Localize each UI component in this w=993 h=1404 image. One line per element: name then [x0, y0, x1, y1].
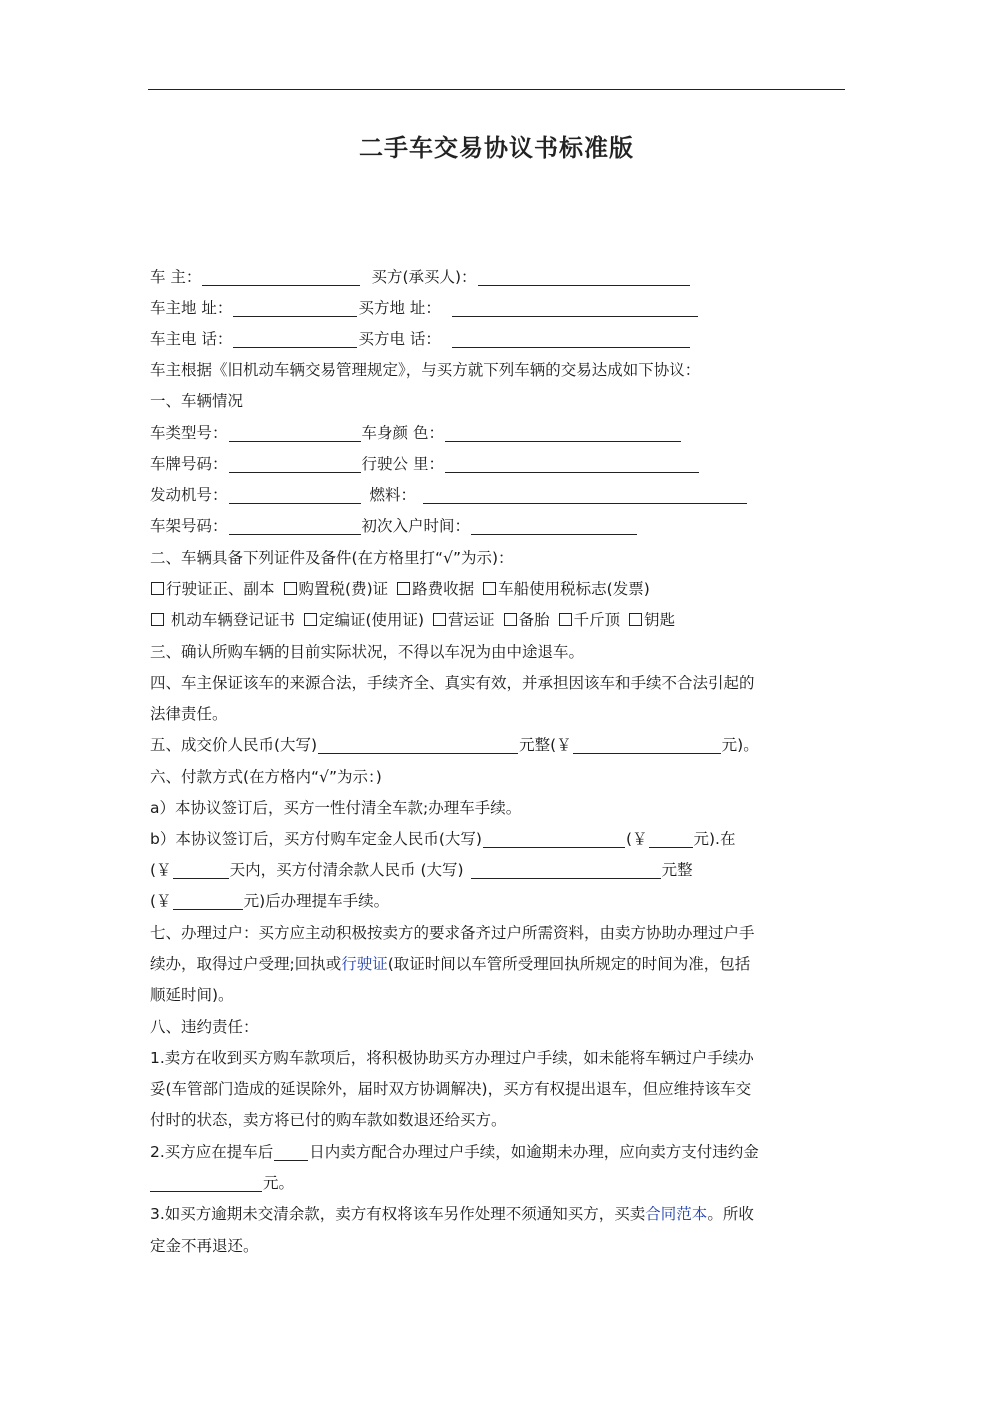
section6-heading: 六、付款方式(在方格内“√”为示：) — [150, 768, 382, 786]
breach-item1-line3: 付时的状态，卖方将已付的购车款如数退还给买方。 — [150, 1111, 507, 1129]
document-title: 二手车交易协议书标准版 — [359, 134, 634, 162]
option-spare-tire: 备胎 — [518, 611, 550, 629]
payment-option-b — [150, 824, 735, 855]
option-capacity-cert: 定编证(使用证) — [318, 611, 425, 629]
owner-phone-blank[interactable] — [233, 330, 357, 348]
owner-address-label: 车主地 址： — [150, 299, 233, 317]
balance-mid: 天内，买方付清余款人民币 (大写) — [229, 861, 464, 879]
section7-line3: 顺延时间)。 — [150, 986, 234, 1004]
price-prefix: 五、成交价人民币(大写) — [150, 736, 318, 754]
buyer-address-blank[interactable] — [452, 299, 698, 317]
payment-balance-row — [150, 855, 693, 886]
engine-fuel-row — [150, 480, 748, 511]
model-color-row — [150, 418, 682, 449]
section7-line2 — [150, 949, 750, 980]
owner-buyer-row — [150, 262, 691, 293]
balance-suffix: 元整 — [661, 861, 693, 879]
owner-label: 车 主： — [150, 268, 202, 286]
section1-heading: 一、车辆情况 — [150, 392, 244, 410]
pickup-prefix: (￥ — [150, 892, 172, 910]
vin-firstreg-row — [150, 511, 638, 542]
item3-prefix: 3.如买方逾期未交清余款，卖方有权将该车另作处理不须通知买方，买卖 — [150, 1205, 646, 1223]
breach-item2-line2 — [150, 1168, 294, 1199]
option-registration-cert: 机动车辆登记证书 — [166, 611, 295, 629]
item2-prefix: 2.买方应在提车后 — [150, 1143, 274, 1161]
deposit-mid: (￥ — [625, 830, 648, 848]
buyer-blank[interactable] — [478, 268, 690, 286]
color-blank[interactable] — [445, 424, 681, 442]
option-toll-receipt: 路费收据 — [412, 580, 475, 598]
pickup-suffix: 元)后办理提车手续。 — [243, 892, 390, 910]
owner-blank[interactable] — [202, 268, 360, 286]
checkbox-capacity-cert[interactable] — [304, 613, 317, 626]
phone-row — [150, 324, 691, 355]
penalty-blank[interactable] — [150, 1174, 262, 1192]
model-label: 车类型号： — [150, 424, 228, 442]
first-reg-blank[interactable] — [471, 517, 637, 535]
item2-suffix: 日内卖方配合办理过户手续，如逾期未办理，应向卖方支付违约金 — [309, 1143, 759, 1161]
color-label: 车身颜 色： — [361, 424, 444, 442]
days-prefix: (￥ — [150, 861, 172, 879]
option-jack: 千斤顶 — [573, 611, 621, 629]
breach-item1-line1: 1.卖方在收到买方购车款项后，将积极协助买方办理过户手续，如未能将车辆过户手续办 — [150, 1049, 754, 1067]
payment-pickup-row — [150, 886, 389, 917]
option-vessel-tax: 车船使用税标志(发票) — [498, 580, 650, 598]
breach-item3-line2: 定金不再退还。 — [150, 1237, 259, 1255]
model-blank[interactable] — [229, 424, 361, 442]
section4-line1: 四、车主保证该车的来源合法，手续齐全、真实有效，并承担因该车和手续不合法引起的 — [150, 674, 755, 692]
buyer-address-label: 买方地 址： — [358, 299, 441, 317]
breach-item2-line1 — [150, 1137, 759, 1168]
documents-row-1 — [150, 574, 650, 605]
deposit-prefix: b）本协议签订后，买方付购车定金人民币(大写) — [150, 830, 482, 848]
checkbox-toll-receipt[interactable] — [397, 582, 410, 595]
contract-template-link[interactable]: 合同范本 — [645, 1205, 708, 1223]
checkbox-vessel-tax[interactable] — [483, 582, 496, 595]
checkbox-operating-permit[interactable] — [433, 613, 446, 626]
plate-label: 车牌号码： — [150, 455, 228, 473]
days-blank[interactable] — [173, 861, 229, 879]
first-reg-label: 初次入户时间： — [361, 517, 471, 535]
option-driving-license: 行驶证正、副本 — [166, 580, 275, 598]
driving-license-link[interactable]: 行驶证 — [341, 955, 388, 973]
balance-number-blank[interactable] — [173, 892, 243, 910]
item3-suffix: 。所收 — [707, 1205, 754, 1223]
buyer-phone-blank[interactable] — [452, 330, 690, 348]
vin-label: 车架号码： — [150, 517, 228, 535]
section4-line2: 法律责任。 — [150, 705, 228, 723]
owner-phone-label: 车主电 话： — [150, 330, 233, 348]
section2-heading: 二、车辆具备下列证件及备件(在方格里打“√”为示)： — [150, 549, 514, 567]
option-keys: 钥匙 — [644, 611, 676, 629]
plate-blank[interactable] — [229, 455, 361, 473]
section8-heading: 八、违约责任： — [150, 1018, 259, 1036]
option-purchase-tax: 购置税(费)证 — [298, 580, 389, 598]
engine-label: 发动机号： — [150, 486, 228, 504]
checkbox-registration-cert[interactable] — [151, 613, 164, 626]
item2-line2-text: 元。 — [263, 1174, 295, 1192]
address-row — [150, 293, 699, 324]
checkbox-purchase-tax[interactable] — [284, 582, 297, 595]
deposit-words-blank[interactable] — [483, 830, 625, 848]
documents-row-2 — [150, 605, 675, 636]
breach-item3-line1 — [150, 1199, 754, 1230]
section7-line2-prefix: 续办，取得过户受理;回执或 — [150, 955, 342, 973]
transfer-days-blank[interactable] — [274, 1143, 308, 1161]
checkbox-spare-tire[interactable] — [504, 613, 517, 626]
checkbox-keys[interactable] — [629, 613, 642, 626]
option-operating-permit: 营运证 — [448, 611, 495, 629]
mileage-blank[interactable] — [445, 455, 699, 473]
section5-price-row — [150, 730, 759, 761]
price-suffix: 元)。 — [721, 736, 759, 754]
price-number-blank[interactable] — [573, 736, 721, 754]
deposit-suffix: 元).在 — [693, 830, 736, 848]
header-rule — [148, 89, 845, 90]
checkbox-driving-license[interactable] — [151, 582, 164, 595]
section7-line2-suffix: (取证时间以车管所受理回执所规定的时间为准，包括 — [387, 955, 751, 973]
buyer-label: 买方(承买人)： — [371, 268, 477, 286]
payment-option-a: a）本协议签订后，买方一性付清全车款;办理车手续。 — [150, 799, 522, 817]
intro-paragraph: 车主根据《旧机动车辆交易管理规定》，与买方就下列车辆的交易达成如下协议： — [150, 361, 701, 379]
checkbox-jack[interactable] — [559, 613, 572, 626]
price-words-blank[interactable] — [318, 736, 518, 754]
plate-mileage-row — [150, 449, 700, 480]
deposit-number-blank[interactable] — [649, 830, 693, 848]
mileage-label: 行驶公 里： — [361, 455, 444, 473]
vin-blank[interactable] — [229, 517, 361, 535]
owner-address-blank[interactable] — [233, 299, 357, 317]
breach-item1-line2: 妥(车管部门造成的延误除外，届时双方协调解决)，买方有权提出退车，但应维持该车交 — [150, 1080, 752, 1098]
fuel-blank[interactable] — [423, 486, 747, 504]
price-middle: 元整(￥ — [519, 736, 572, 754]
section3-paragraph: 三、确认所购车辆的目前实际状况，不得以车况为由中途退车。 — [150, 643, 585, 661]
buyer-phone-label: 买方电 话： — [358, 330, 441, 348]
section7-line1: 七、办理过户：买方应主动积极按卖方的要求备齐过户所需资料，由卖方协助办理过户手 — [150, 924, 755, 942]
fuel-label: 燃料： — [369, 486, 417, 504]
engine-blank[interactable] — [229, 486, 361, 504]
balance-words-blank[interactable] — [471, 861, 661, 879]
